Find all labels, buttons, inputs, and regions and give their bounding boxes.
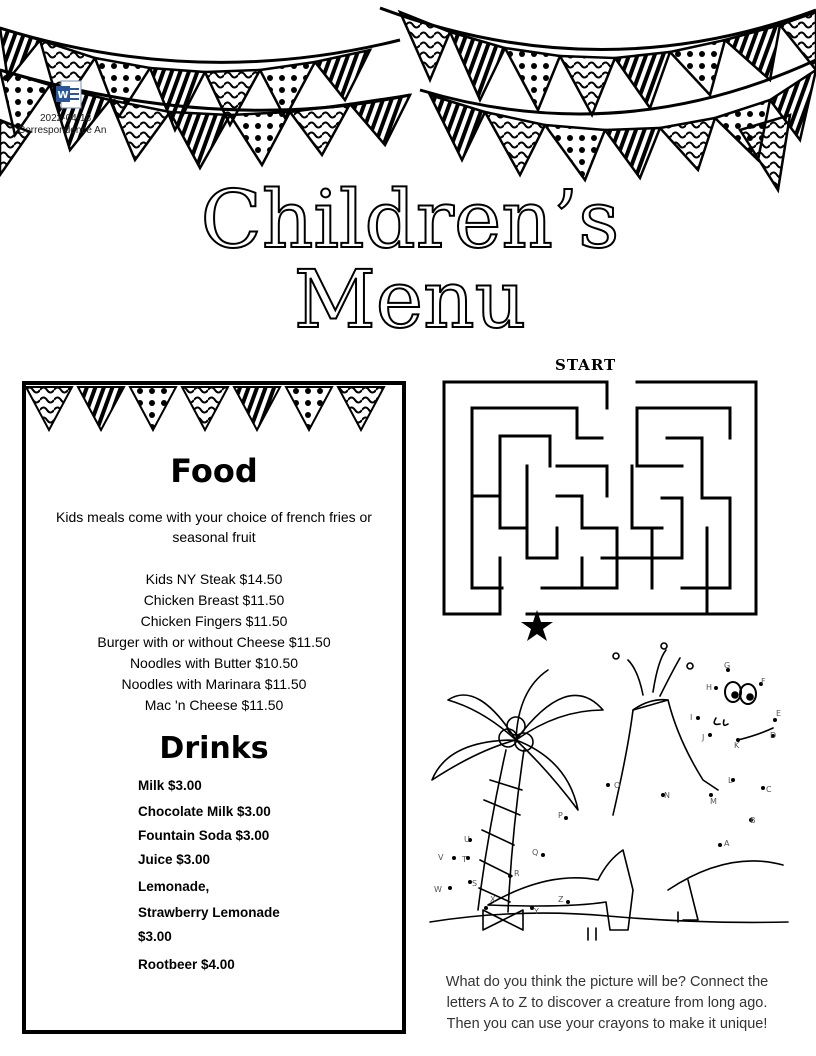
dot-label: G <box>724 661 731 670</box>
dot-label: P <box>558 811 563 820</box>
dot-to-dot-picture <box>428 640 790 945</box>
dot-label: J <box>702 733 705 742</box>
food-item: Mac 'n Cheese $11.50 <box>144 697 284 713</box>
food-item: Noodles with Butter $10.50 <box>129 655 299 671</box>
food-note: Kids meals come with your choice of french fries or seasonal fruit <box>56 509 372 545</box>
drink-item: $3.00 <box>138 929 172 944</box>
page-title <box>150 175 670 335</box>
panel-bunting-decoration <box>26 385 396 435</box>
food-item: Chicken Breast $11.50 <box>143 592 285 608</box>
document-file-label-line1: 2022-04-18 <box>40 113 92 124</box>
dot-label: F <box>761 677 766 686</box>
drink-item: Fountain Soda $3.00 <box>138 828 270 843</box>
dot-label: S <box>472 879 478 888</box>
drink-item: Chocolate Milk $3.00 <box>138 804 271 819</box>
maze-puzzle <box>442 378 760 643</box>
food-list <box>26 569 402 716</box>
dot-label: T <box>462 855 467 864</box>
dot-label: Y <box>534 907 539 916</box>
dot-label: R <box>514 869 520 878</box>
maze-start-label: START <box>555 356 617 374</box>
dot-label: U <box>464 835 470 844</box>
food-item: Kids NY Steak $14.50 <box>145 571 283 587</box>
dot-label: O <box>614 781 621 790</box>
food-item: Noodles with Marinara $11.50 <box>121 676 307 692</box>
food-item: Burger with or without Cheese $11.50 <box>97 634 331 650</box>
food-item: Chicken Fingers $11.50 <box>140 613 288 629</box>
drinks-heading: Drinks <box>159 731 269 766</box>
dot-label: Z <box>558 895 564 904</box>
dot-label: N <box>664 791 670 800</box>
activity-caption <box>426 972 788 1035</box>
bunting-decoration <box>0 0 816 195</box>
dot-label: I <box>690 713 693 722</box>
word-document-icon[interactable] <box>55 80 83 110</box>
dot-label: E <box>776 709 782 718</box>
dot-label: K <box>734 741 740 750</box>
dot-label: X <box>490 895 496 904</box>
dot-label: W <box>434 885 442 894</box>
dot-label: L <box>728 776 733 785</box>
dot-label: H <box>706 683 713 692</box>
food-heading: Food <box>170 452 258 490</box>
title-line1: Children’s <box>200 175 620 266</box>
dot-label: Q <box>532 848 539 857</box>
drink-item: Strawberry Lemonade <box>138 905 280 920</box>
caption-line: letters A to Z to discover a creature from long ago. <box>446 995 768 1011</box>
document-file-label[interactable] <box>18 113 138 137</box>
title-line2: Menu <box>293 253 527 335</box>
document-file-label-line2: Correspondence An <box>18 125 107 136</box>
dot-label: A <box>724 839 730 848</box>
drink-item: Rootbeer $4.00 <box>138 957 235 972</box>
caption-line: Then you can use your crayons to make it unique! <box>446 1016 768 1032</box>
drink-item: Milk $3.00 <box>138 778 202 793</box>
dot-label: D <box>770 731 777 740</box>
dot-label: C <box>766 785 772 794</box>
dot-label: B <box>750 816 756 825</box>
svg-text:W: W <box>57 90 69 101</box>
caption-line: What do you think the picture will be? Connect the <box>445 974 769 990</box>
dot-label: M <box>710 797 717 806</box>
drink-item: Juice $3.00 <box>138 852 211 867</box>
dot-label: V <box>438 853 444 862</box>
drink-item: Lemonade, <box>138 879 210 894</box>
